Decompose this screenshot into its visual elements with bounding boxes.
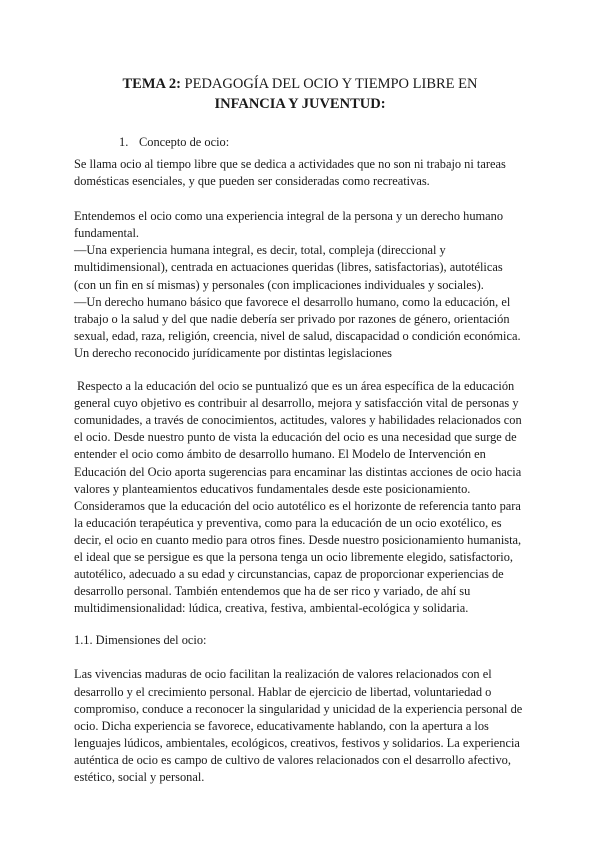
title-line-2: INFANCIA Y JUVENTUD:	[214, 96, 386, 112]
paragraph-definition: Se llama ocio al tiempo libre que se dedica a actividades que no son ni trabajo ni tareas domésticas esenciales, y que pueden ser consideradas como recreativas.	[74, 157, 506, 189]
section-title: Concepto de ocio:	[139, 135, 230, 149]
subsection-title: 1.1. Dimensiones del ocio:	[74, 633, 207, 648]
paragraph-experience-block	[74, 208, 526, 362]
title-rest: PEDAGOGÍA DEL OCIO Y TIEMPO LIBRE EN	[180, 76, 478, 92]
section-heading-1	[74, 134, 526, 151]
section-number: 1.	[119, 135, 129, 149]
paragraph-experience-intro: Entendemos el ocio como una experiencia integral de la persona y un derecho humano fundamental.	[74, 209, 504, 241]
paragraph-experience-item-2: —Un derecho humano básico que favorece el desarrollo humano, como la educación, el trabajo o la salud y del que nadie debería ser privado por razones de género, orientación sexual, edad, raza, religión, creencia, nivel de salud, discapacidad o condición económica. Un derecho reconocido jurídicamente por distintas legislaciones	[74, 294, 521, 360]
paragraph-experience-item-1: —Una experiencia humana integral, es decir, total, compleja (direccional y multidimensional), centrada en actuaciones queridas (libres, satisfactorias), autotélicas (con un fin en sí mismas) y personales (con implicaciones individuales y sociales).	[74, 243, 503, 292]
document-title	[74, 0, 526, 114]
paragraph-dimensions: Las vivencias maduras de ocio facilitan la realización de valores relacionados con el desarrollo y el crecimiento personal. Hablar de ejercicio de libertad, voluntariedad o compromiso, conduce a reconocer la singularidad y unicidad de la experiencia personal de ocio. Dicha experiencia se favorece, educativamente hablando, con la apertura a los lenguajes lúdicos, ambientales, ecológicos, creativos, festivos y solidarios. La experiencia auténtica de ocio es campo de cultivo de valores relacionados con el desarrollo afectivo, estético, social y personal.	[74, 667, 523, 784]
paragraph-education: Respecto a la educación del ocio se puntualizó que es un área específica de la educación general cuyo objetivo es contribuir al desarrollo, mejora y satisfacción vital de personas y comunidades, a través de conocimientos, actitudes, valores y habilidades relacionados con el ocio. Desde nuestro punto de vista la educación del ocio es una necesidad que surge de entender el ocio como ámbito de desarrollo humano. El Modelo de Intervención en Educación del Ocio aporta sugerencias para encaminar las distintas acciones de ocio hacia valores y planteamientos educativos fundamentales desde este posicionamiento. Consideramos que la educación del ocio autotélico es el horizonte de referencia tanto para la educación terapéutica y preventiva, como para la educación de un ocio exotélico, es decir, el ocio en cuanto medio para otros fines. Desde nuestro posicionamiento humanista, el ideal que se persigue es que la persona tenga un ocio libremente elegido, satisfactorio, autotélico, adecuado a su edad y circunstancias, capaz de proporcionar experiencias de desarrollo personal. También entendemos que ha de ser rico y variado, de ahí su multidimensionalidad: lúdica, creativa, festiva, ambiental-ecológica y solidaria.	[74, 379, 522, 616]
title-lead: TEMA 2:	[122, 76, 181, 92]
